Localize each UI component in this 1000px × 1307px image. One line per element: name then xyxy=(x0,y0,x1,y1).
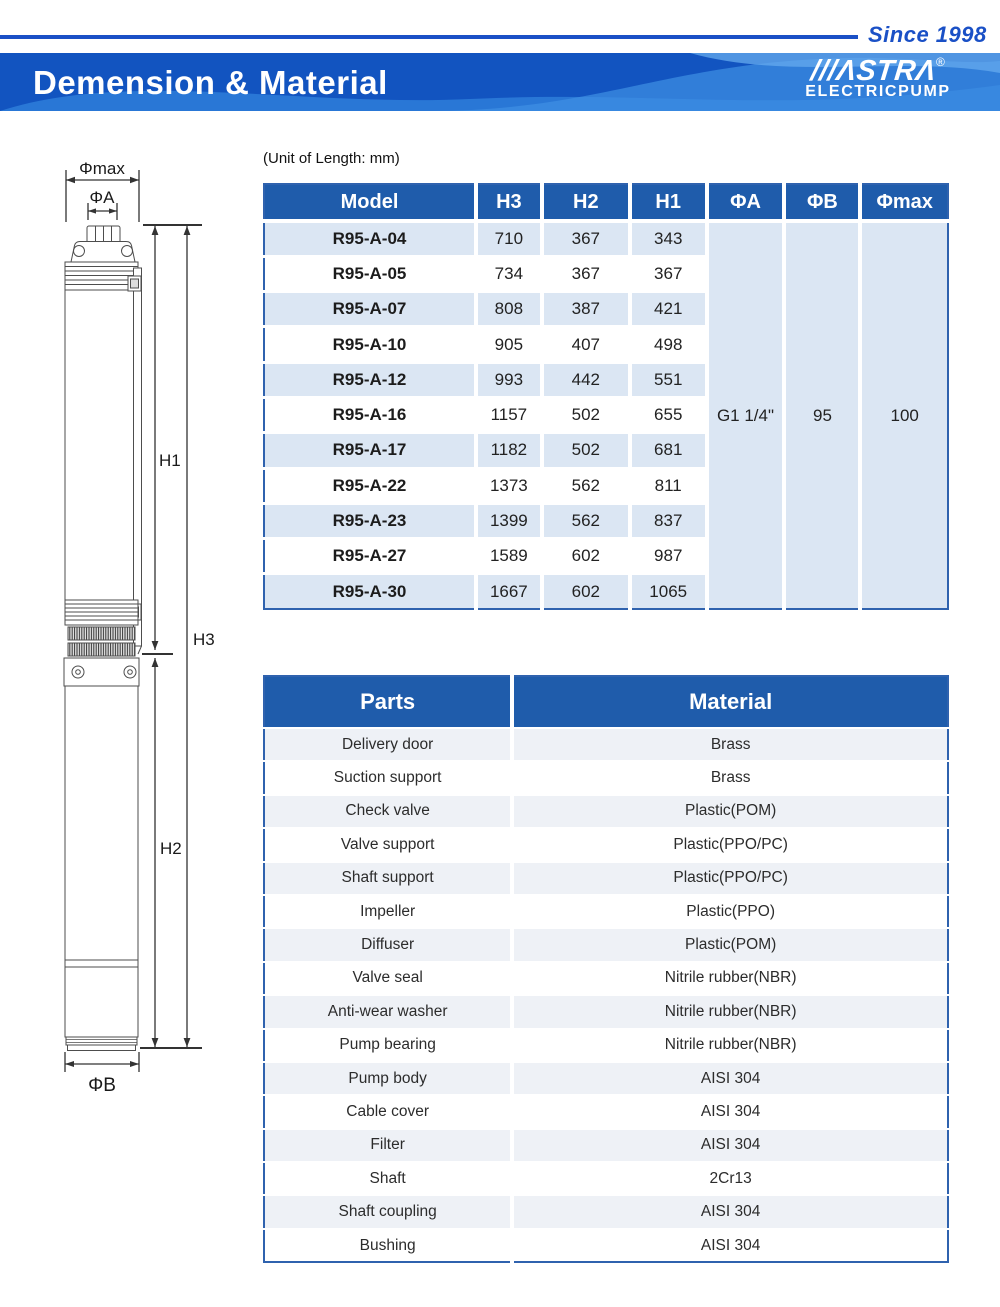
dim-merged-phi_b: 95 xyxy=(784,221,860,609)
dim-cell-h3: 808 xyxy=(476,292,542,327)
dim-cell-h2: 367 xyxy=(542,256,630,291)
dim-label-h1: H1 xyxy=(159,451,181,470)
material-value-cell: AISI 304 xyxy=(700,1236,761,1254)
dim-cell-model: R95-A-23 xyxy=(264,503,476,538)
material-header-parts: Parts xyxy=(264,676,512,728)
dim-cell-model: R95-A-12 xyxy=(264,362,476,397)
material-table-row xyxy=(264,995,948,1028)
material-value-cell: 2Cr13 xyxy=(512,1162,948,1195)
part-name-cell: Impeller xyxy=(264,895,512,928)
material-table-row xyxy=(264,1095,948,1128)
dimension-table-row xyxy=(264,221,948,256)
dim-header-phia: ΦA xyxy=(707,184,785,221)
dim-cell-h2: 407 xyxy=(542,327,630,362)
dim-header-h3: H3 xyxy=(476,184,542,221)
dim-cell-h1: 367 xyxy=(630,256,707,291)
dim-cell-h1: 421 xyxy=(630,292,707,327)
dim-cell-model: R95-A-05 xyxy=(264,256,476,291)
dim-cell-h1: 681 xyxy=(630,433,707,468)
material-value-cell: Brass xyxy=(512,728,948,761)
material-value-cell: Brass xyxy=(512,761,948,794)
dim-cell-model: R95-A-17 xyxy=(264,433,476,468)
dim-label-phia: ΦA xyxy=(89,188,115,207)
material-table-row xyxy=(264,1129,948,1162)
dim-cell-h2: 502 xyxy=(542,397,630,432)
dimension-table-body xyxy=(264,221,948,609)
dim-cell-h1: 498 xyxy=(630,327,707,362)
material-value-cell: Plastic(POM) xyxy=(512,795,948,828)
material-table-body xyxy=(264,728,948,1262)
dim-cell-model: R95-A-07 xyxy=(264,292,476,327)
pump-outline xyxy=(64,226,142,1051)
dim-cell-h3: 1589 xyxy=(476,539,542,574)
part-name-cell: Filter xyxy=(264,1129,512,1162)
dim-cell-h3: 1667 xyxy=(476,574,542,609)
part-name-cell: Suction support xyxy=(264,761,512,794)
brand-logo xyxy=(778,56,978,101)
material-table-row xyxy=(264,1029,948,1062)
material-value-cell: Plastic(POM) xyxy=(512,928,948,961)
material-header-material: Material xyxy=(512,676,948,728)
dim-cell-h3: 993 xyxy=(476,362,542,397)
dim-cell-h2: 442 xyxy=(542,362,630,397)
dim-cell-model: R95-A-22 xyxy=(264,468,476,503)
material-table-row xyxy=(264,828,948,861)
dim-cell-model: R95-A-04 xyxy=(264,221,476,256)
top-divider-line xyxy=(0,35,858,39)
material-value-cell: AISI 304 xyxy=(512,1095,948,1128)
part-name-cell: Valve seal xyxy=(264,962,512,995)
dim-cell-h3: 1373 xyxy=(476,468,542,503)
material-table-row xyxy=(264,1229,948,1262)
part-name-cell: Pump bearing xyxy=(264,1029,512,1062)
part-name-cell: Bushing xyxy=(264,1229,512,1262)
material-table-row xyxy=(264,795,948,828)
since-label: Since 1998 xyxy=(868,22,987,47)
material-value-cell: Plastic(PPO/PC) xyxy=(512,862,948,895)
material-value-cell: AISI 304 xyxy=(512,1129,948,1162)
dim-cell-h3: 1182 xyxy=(476,433,542,468)
material-header-row xyxy=(264,676,948,728)
material-value-cell: Nitrile rubber(NBR) xyxy=(512,962,948,995)
dim-cell-h3: 1157 xyxy=(476,397,542,432)
dim-cell-h1: 811 xyxy=(630,468,707,503)
material-value-cell: AISI 304 xyxy=(512,1195,948,1228)
dim-cell-h1: 551 xyxy=(630,362,707,397)
dim-merged-phi_max: 100 xyxy=(860,221,948,609)
material-table-row xyxy=(264,928,948,961)
dim-label-h2: H2 xyxy=(160,839,182,858)
dim-cell-h1: 987 xyxy=(630,539,707,574)
dimension-table xyxy=(263,183,949,610)
registered-mark: ® xyxy=(936,55,945,69)
material-table xyxy=(263,675,949,1263)
dim-header-phimax: Φmax xyxy=(860,184,948,221)
dim-label-phimax: Φmax xyxy=(79,159,125,178)
dim-merged-phi_a: G1 1/4" xyxy=(707,221,785,609)
dim-cell-h1: 1065 xyxy=(630,574,707,609)
material-value-cell: Plastic(PPO) xyxy=(512,895,948,928)
material-table-row xyxy=(264,962,948,995)
part-name-cell: Delivery door xyxy=(264,728,512,761)
dim-cell-model: R95-A-16 xyxy=(264,397,476,432)
material-table-row xyxy=(264,728,948,761)
dim-cell-h1: 655 xyxy=(630,397,707,432)
part-name-cell: Valve support xyxy=(264,828,512,861)
unit-note: (Unit of Length: mm) xyxy=(263,150,400,167)
brand-logo-subtitle: ELECTRICPUMP xyxy=(805,83,951,100)
material-table-row xyxy=(264,761,948,794)
dim-cell-h2: 562 xyxy=(542,468,630,503)
page-title: Demension & Material xyxy=(33,64,388,101)
part-name-cell: Shaft coupling xyxy=(264,1195,512,1228)
material-value-cell: Nitrile rubber(NBR) xyxy=(512,1029,948,1062)
dim-cell-h3: 905 xyxy=(476,327,542,362)
dim-cell-h1: 343 xyxy=(630,221,707,256)
dim-cell-model: R95-A-10 xyxy=(264,327,476,362)
dim-cell-h3: 1399 xyxy=(476,503,542,538)
pump-diagram xyxy=(40,148,240,1103)
dim-header-phib: ΦB xyxy=(784,184,860,221)
dim-cell-h3: 710 xyxy=(476,221,542,256)
dim-cell-model: R95-A-30 xyxy=(264,574,476,609)
dim-header-h2: H2 xyxy=(542,184,630,221)
material-table-row xyxy=(264,862,948,895)
material-value-cell: Nitrile rubber(NBR) xyxy=(512,995,948,1028)
part-name-cell: Diffuser xyxy=(264,928,512,961)
material-table-row xyxy=(264,1162,948,1195)
dimension-header-row xyxy=(264,184,948,221)
dim-cell-h1: 837 xyxy=(630,503,707,538)
material-table-row xyxy=(264,895,948,928)
part-name-cell: Shaft xyxy=(264,1162,512,1195)
dim-cell-h2: 602 xyxy=(542,539,630,574)
material-table-row xyxy=(264,1062,948,1095)
header-banner xyxy=(0,53,1000,111)
part-name-cell: Cable cover xyxy=(264,1095,512,1128)
dim-header-model: Model xyxy=(264,184,476,221)
dim-cell-h2: 502 xyxy=(542,433,630,468)
dim-header-h1: H1 xyxy=(630,184,707,221)
part-name-cell: Check valve xyxy=(264,795,512,828)
dim-cell-h2: 387 xyxy=(542,292,630,327)
material-value-cell: Plastic(PPO/PC) xyxy=(512,828,948,861)
material-value-cell: AISI 304 xyxy=(512,1062,948,1095)
dim-cell-h3: 734 xyxy=(476,256,542,291)
dim-cell-h2: 602 xyxy=(542,574,630,609)
part-name-cell: Shaft support xyxy=(264,862,512,895)
material-table-row xyxy=(264,1195,948,1228)
part-name-cell: Pump body xyxy=(264,1062,512,1095)
dim-label-phib: ΦB xyxy=(88,1075,116,1096)
dim-cell-model: R95-A-27 xyxy=(264,539,476,574)
brand-logo-text: ///ΛSTRΛ xyxy=(809,55,938,87)
dim-cell-h2: 367 xyxy=(542,221,630,256)
dim-cell-h2: 562 xyxy=(542,503,630,538)
dim-label-h3: H3 xyxy=(193,630,215,649)
part-name-cell: Anti-wear washer xyxy=(264,995,512,1028)
